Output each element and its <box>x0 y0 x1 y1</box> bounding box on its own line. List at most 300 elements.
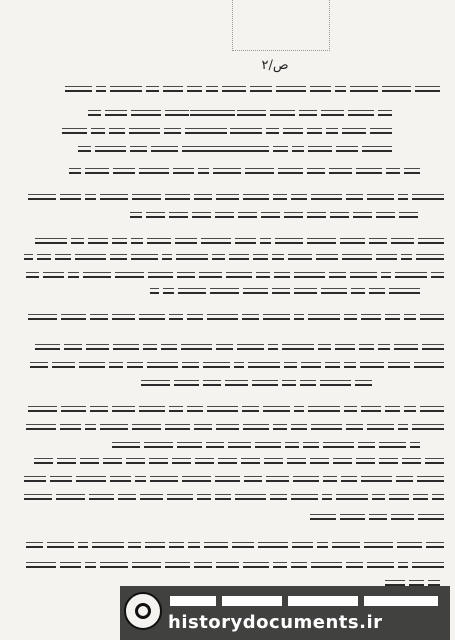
typed-word <box>115 272 144 278</box>
typed-word <box>320 380 351 386</box>
typed-word <box>150 476 178 482</box>
typed-word <box>412 424 444 430</box>
typed-word <box>210 146 241 152</box>
typed-word <box>325 362 340 368</box>
typed-word <box>61 406 86 412</box>
typed-word <box>163 86 183 92</box>
typed-word <box>386 168 400 174</box>
typed-word <box>360 362 384 368</box>
typed-word <box>28 194 56 200</box>
typed-word <box>206 442 224 448</box>
typed-word <box>317 542 328 548</box>
typed-word <box>342 128 366 134</box>
typed-word <box>146 86 159 92</box>
typed-word <box>378 110 392 116</box>
typed-word <box>346 424 363 430</box>
typed-word <box>26 424 56 430</box>
typed-word <box>186 128 206 134</box>
typed-word <box>139 314 165 320</box>
typed-word <box>110 254 127 260</box>
typed-word <box>135 476 146 482</box>
typed-word <box>341 476 357 482</box>
typed-word <box>275 238 303 244</box>
typed-word <box>79 362 105 368</box>
typed-word <box>394 344 418 350</box>
typed-word <box>231 128 258 134</box>
typed-word <box>361 314 381 320</box>
typed-word <box>278 168 303 174</box>
typed-word <box>143 344 157 350</box>
typed-word <box>76 476 106 482</box>
typed-word <box>329 272 346 278</box>
typed-word <box>336 494 368 500</box>
typed-word <box>270 494 287 500</box>
typed-word <box>222 86 246 92</box>
typed-word <box>250 86 272 92</box>
typed-word <box>382 86 411 92</box>
typed-word <box>404 168 420 174</box>
typed-word <box>370 128 392 134</box>
typed-word <box>215 494 231 500</box>
typed-word <box>85 168 109 174</box>
typed-word <box>284 212 303 218</box>
typed-word <box>391 238 414 244</box>
typed-word <box>396 476 413 482</box>
typed-word <box>420 314 444 320</box>
typed-word <box>216 110 235 116</box>
typed-word <box>311 424 342 430</box>
typed-word <box>342 254 372 260</box>
typed-word <box>310 86 331 92</box>
typed-word <box>228 442 251 448</box>
typed-word <box>376 254 397 260</box>
typed-word <box>245 146 262 152</box>
typed-word <box>355 380 372 386</box>
typed-word <box>344 362 356 368</box>
typed-word <box>310 458 329 464</box>
typed-word <box>389 494 409 500</box>
typed-word <box>165 194 190 200</box>
watermark-title-segment <box>170 596 216 606</box>
typed-word <box>26 542 43 548</box>
typed-word <box>389 288 420 294</box>
archive-seal-icon <box>124 592 162 630</box>
typed-word <box>292 542 313 548</box>
typed-word <box>203 380 221 386</box>
typed-word <box>210 288 239 294</box>
typed-word <box>130 146 147 152</box>
typed-word <box>176 254 208 260</box>
stamp-box <box>232 0 330 51</box>
typed-word <box>398 562 408 568</box>
typed-word <box>126 458 145 464</box>
typed-word <box>187 86 202 92</box>
typed-word <box>264 458 283 464</box>
typed-word <box>284 362 297 368</box>
typed-word <box>197 494 211 500</box>
typed-word <box>293 476 319 482</box>
page-number: ص/۲ <box>261 58 289 73</box>
typed-word <box>401 254 412 260</box>
typed-word <box>308 314 340 320</box>
typed-word <box>369 288 385 294</box>
typed-word <box>426 542 444 548</box>
typed-word <box>272 288 290 294</box>
typed-word <box>57 458 76 464</box>
typed-word <box>272 254 284 260</box>
typed-word <box>193 110 212 116</box>
typed-word <box>282 344 314 350</box>
typed-word <box>149 458 168 464</box>
typed-word <box>132 194 161 200</box>
typed-word <box>346 562 363 568</box>
typed-word <box>131 110 161 116</box>
typed-word <box>336 146 358 152</box>
typed-word <box>169 406 183 412</box>
typed-word <box>24 476 46 482</box>
typed-word <box>83 272 111 278</box>
typed-word <box>225 380 248 386</box>
typed-word <box>300 380 316 386</box>
typed-word <box>201 238 231 244</box>
typed-word <box>431 272 444 278</box>
typed-word <box>167 494 193 500</box>
typed-word <box>68 272 79 278</box>
typed-word <box>148 272 173 278</box>
typed-word <box>287 458 306 464</box>
typed-word <box>194 424 212 430</box>
typed-word <box>299 110 317 116</box>
typed-word <box>379 442 406 448</box>
typed-word <box>187 406 203 412</box>
typed-word <box>398 194 408 200</box>
typed-word <box>110 476 131 482</box>
typed-word <box>402 458 421 464</box>
typed-word <box>78 542 88 548</box>
typed-word <box>422 344 444 350</box>
typed-word <box>244 476 262 482</box>
typed-word <box>381 272 391 278</box>
typed-word <box>291 194 307 200</box>
typed-word <box>350 86 378 92</box>
typed-word <box>213 168 241 174</box>
typed-word <box>182 476 211 482</box>
typed-word <box>207 314 238 320</box>
typed-word <box>212 254 225 260</box>
typed-word <box>105 110 127 116</box>
typed-word <box>88 238 108 244</box>
typed-word <box>413 494 428 500</box>
typed-word <box>321 288 347 294</box>
typed-word <box>263 406 290 412</box>
typed-word <box>187 314 203 320</box>
typed-word <box>210 128 227 134</box>
typed-word <box>425 458 444 464</box>
typed-word <box>391 514 414 520</box>
typed-word <box>308 146 332 152</box>
watermark-url: historydocuments.ir <box>168 612 383 633</box>
typed-word <box>56 494 85 500</box>
typed-word <box>308 406 340 412</box>
typed-word <box>195 458 214 464</box>
typed-word <box>322 494 332 500</box>
typed-word <box>65 86 92 92</box>
typed-word <box>165 562 190 568</box>
typed-word <box>292 146 304 152</box>
typed-word <box>47 542 74 548</box>
typed-word <box>92 542 124 548</box>
typed-word <box>141 380 170 386</box>
typed-word <box>177 272 195 278</box>
typed-word <box>85 562 96 568</box>
typed-word <box>346 194 363 200</box>
typed-word <box>147 362 178 368</box>
typed-word <box>86 344 109 350</box>
typed-word <box>61 314 86 320</box>
typed-word <box>239 110 258 116</box>
typed-word <box>130 212 142 218</box>
typed-word <box>255 442 281 448</box>
typed-word <box>307 128 322 134</box>
typed-word <box>404 314 416 320</box>
typed-word <box>256 272 270 278</box>
typed-word <box>378 344 390 350</box>
typed-word <box>291 424 307 430</box>
typed-word <box>30 362 48 368</box>
typed-word <box>270 110 295 116</box>
typed-word <box>417 476 444 482</box>
typed-word <box>369 514 387 520</box>
typed-word <box>35 344 60 350</box>
typed-word <box>181 344 212 350</box>
typed-word <box>258 542 288 548</box>
typed-word <box>131 238 143 244</box>
typed-word <box>307 168 325 174</box>
typed-word <box>263 314 290 320</box>
typed-word <box>415 86 440 92</box>
typed-word <box>243 288 268 294</box>
typed-word <box>100 562 128 568</box>
typed-word <box>404 406 416 412</box>
typed-word <box>418 238 444 244</box>
typed-word <box>303 442 319 448</box>
typed-word <box>113 168 135 174</box>
typed-word <box>273 424 287 430</box>
typed-word <box>282 380 296 386</box>
typed-word <box>420 406 444 412</box>
typed-word <box>379 458 398 464</box>
typed-word <box>340 238 365 244</box>
typed-word <box>204 542 228 548</box>
typed-word <box>207 406 238 412</box>
typed-word <box>372 494 385 500</box>
typed-word <box>234 362 244 368</box>
typed-word <box>75 254 106 260</box>
typed-word <box>147 238 171 244</box>
typed-word <box>90 314 108 320</box>
typed-word <box>353 212 372 218</box>
typed-word <box>388 362 410 368</box>
typed-word <box>310 514 336 520</box>
typed-word <box>144 442 173 448</box>
typed-word <box>139 406 165 412</box>
typed-word <box>170 110 189 116</box>
typed-word <box>291 494 318 500</box>
typed-word <box>188 542 200 548</box>
typed-word <box>294 272 325 278</box>
typed-word <box>260 238 271 244</box>
typed-word <box>335 86 346 92</box>
typed-word <box>78 146 91 152</box>
typed-word <box>318 344 331 350</box>
typed-word <box>229 254 249 260</box>
typed-word <box>145 542 165 548</box>
typed-word <box>333 458 352 464</box>
typed-word <box>311 194 342 200</box>
typed-word <box>232 542 254 548</box>
typed-word <box>307 238 336 244</box>
typed-word <box>216 194 239 200</box>
typed-word <box>367 424 394 430</box>
typed-word <box>248 362 280 368</box>
typed-word <box>215 476 240 482</box>
typed-word <box>206 86 218 92</box>
typed-word <box>283 128 303 134</box>
typed-word <box>174 380 199 386</box>
typed-word <box>307 212 326 218</box>
typed-word <box>112 442 140 448</box>
typed-word <box>216 424 239 430</box>
typed-word <box>273 194 287 200</box>
typed-word <box>95 146 126 152</box>
typed-word <box>276 86 306 92</box>
typed-word <box>399 212 418 218</box>
typed-word <box>301 362 321 368</box>
typed-word <box>194 194 212 200</box>
typed-word <box>242 406 259 412</box>
typed-word <box>109 128 125 134</box>
typed-word <box>37 254 51 260</box>
typed-word <box>162 254 172 260</box>
typed-word <box>169 212 188 218</box>
typed-word <box>165 424 190 430</box>
typed-word <box>329 168 352 174</box>
typed-word <box>88 110 101 116</box>
typed-word <box>24 254 33 260</box>
typed-word <box>60 424 81 430</box>
typed-word <box>139 168 169 174</box>
typed-word <box>344 406 357 412</box>
typed-word <box>348 110 374 116</box>
typed-word <box>132 562 161 568</box>
typed-word <box>288 254 312 260</box>
typed-word <box>253 254 268 260</box>
typed-word <box>52 362 75 368</box>
typed-word <box>28 314 57 320</box>
typed-word <box>43 272 64 278</box>
typed-word <box>85 424 96 430</box>
typed-word <box>151 146 178 152</box>
typed-word <box>350 272 377 278</box>
typed-word <box>316 254 338 260</box>
typed-word <box>361 476 392 482</box>
typed-word <box>173 168 194 174</box>
typed-word <box>62 128 87 134</box>
typed-word <box>351 288 365 294</box>
typed-word <box>294 288 317 294</box>
typed-word <box>64 344 82 350</box>
typed-word <box>361 406 381 412</box>
typed-word <box>91 128 105 134</box>
typed-word <box>85 194 96 200</box>
typed-word <box>161 344 177 350</box>
typed-word <box>26 562 56 568</box>
typed-word <box>146 212 165 218</box>
typed-word <box>432 494 444 500</box>
typed-word <box>273 562 287 568</box>
typed-word <box>60 194 81 200</box>
typed-word <box>203 362 230 368</box>
typed-word <box>163 288 174 294</box>
typed-word <box>198 168 209 174</box>
typed-word <box>397 542 422 548</box>
typed-word <box>129 128 160 134</box>
typed-word <box>69 168 81 174</box>
typed-word <box>291 562 307 568</box>
typed-word <box>344 314 357 320</box>
typed-word <box>398 424 408 430</box>
typed-word <box>109 362 123 368</box>
typed-word <box>340 514 365 520</box>
watermark-title-segment <box>288 596 358 606</box>
typed-word <box>243 562 269 568</box>
typed-word <box>110 86 142 92</box>
typed-word <box>26 272 39 278</box>
typed-word <box>326 128 338 134</box>
typed-word <box>118 494 136 500</box>
typed-word <box>150 288 159 294</box>
typed-word <box>24 494 52 500</box>
typed-word <box>414 362 444 368</box>
typed-word <box>321 110 344 116</box>
typed-word <box>237 344 264 350</box>
typed-word <box>55 254 71 260</box>
typed-word <box>60 562 81 568</box>
typed-word <box>266 476 289 482</box>
watermark-title-segment <box>222 596 282 606</box>
typed-word <box>268 344 278 350</box>
typed-word <box>241 458 260 464</box>
typed-word <box>192 212 211 218</box>
typed-word <box>330 212 349 218</box>
typed-word <box>169 542 184 548</box>
typed-word <box>285 442 299 448</box>
typed-word <box>177 442 202 448</box>
typed-word <box>127 362 143 368</box>
typed-word <box>356 168 382 174</box>
typed-word <box>273 146 288 152</box>
typed-word <box>274 272 290 278</box>
typed-word <box>218 458 237 464</box>
typed-word <box>245 168 274 174</box>
typed-word <box>243 424 269 430</box>
typed-word <box>96 86 106 92</box>
typed-word <box>215 212 234 218</box>
typed-word <box>100 194 128 200</box>
typed-word <box>412 194 444 200</box>
typed-word <box>175 238 197 244</box>
typed-word <box>335 344 355 350</box>
